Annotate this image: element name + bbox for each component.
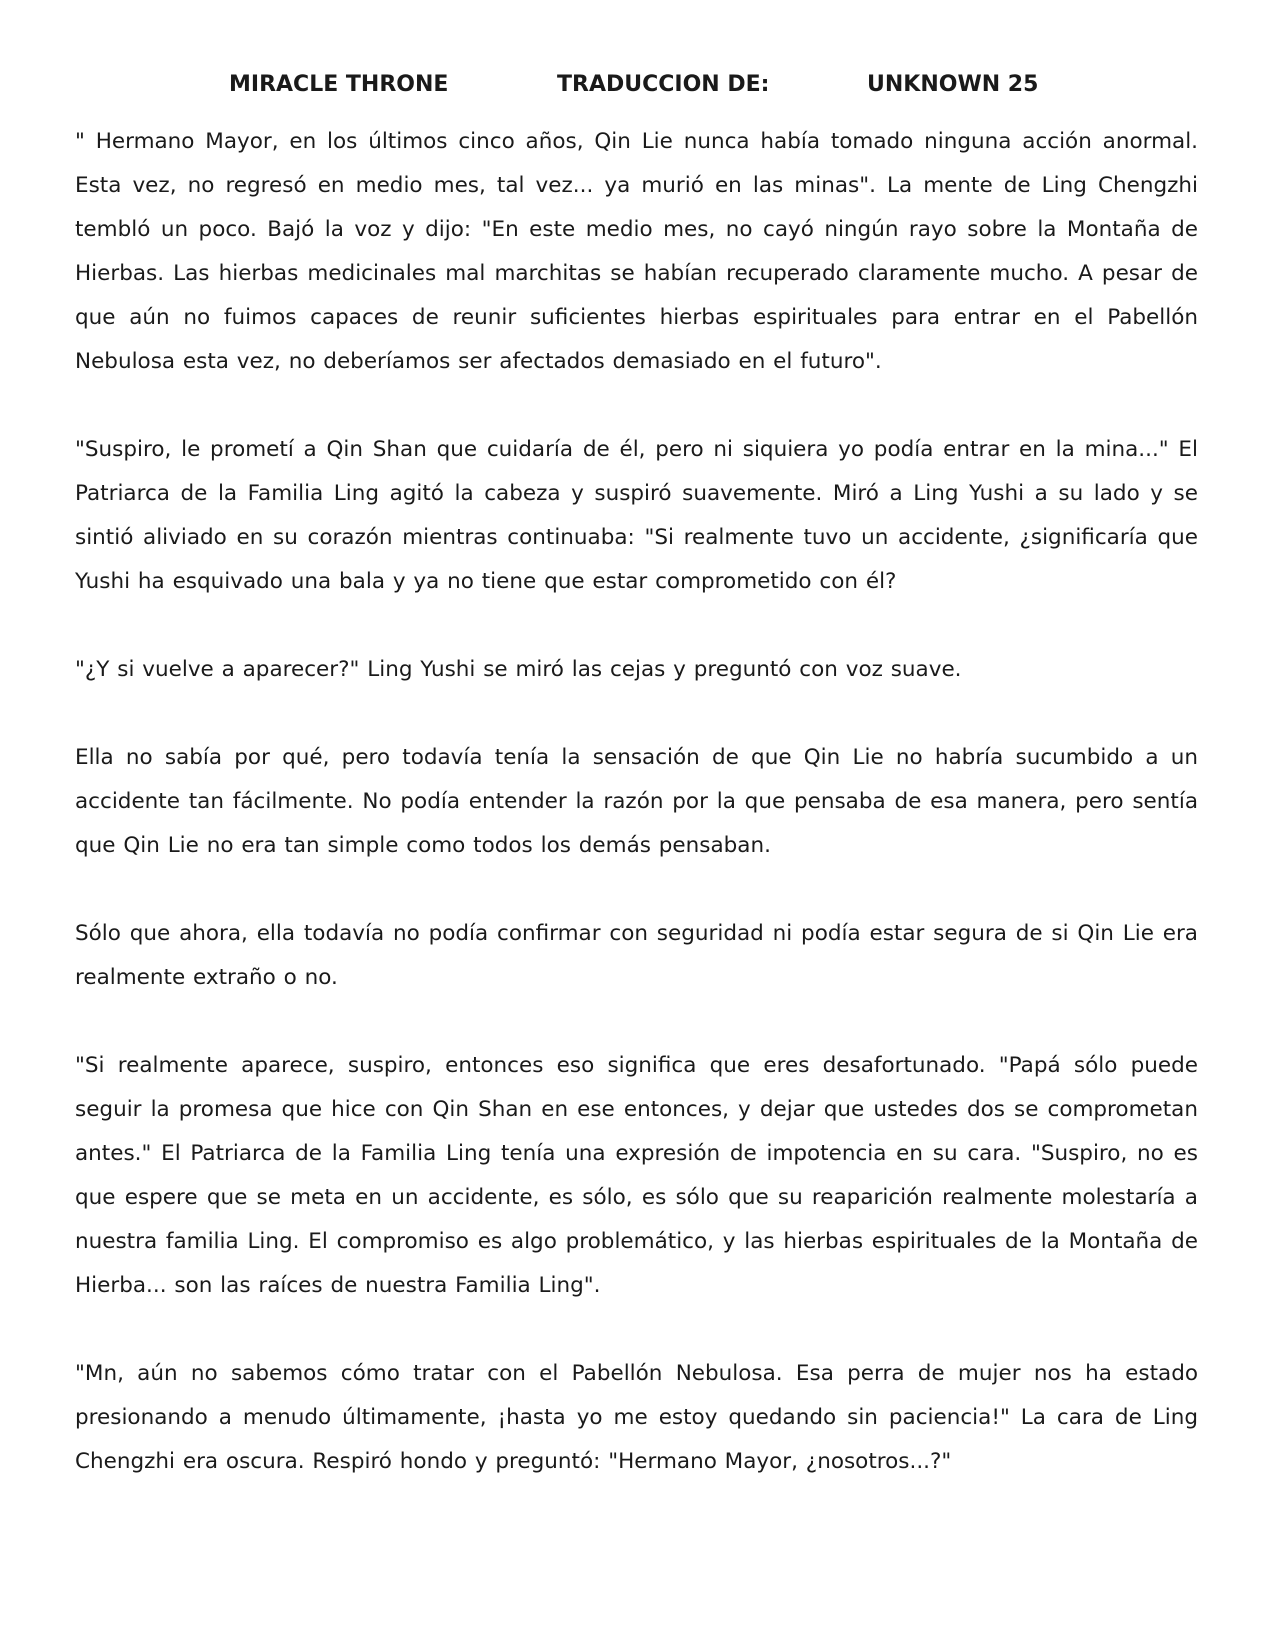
paragraph: Sólo que ahora, ella todavía no podía confirmar con seguridad ni podía estar segura de si Qin Lie era realmente extraño o no. — [75, 921, 1198, 990]
paragraph: " Hermano Mayor, en los últimos cinco años, Qin Lie nunca había tomado ninguna acción anormal. Esta vez, no regresó en medio mes, tal vez... ya murió en las minas". La mente de Ling Chengzhi tembló un poco. Bajó la voz y dijo: "En este medio mes, no cayó ningún rayo sobre la Montaña de Hierbas. Las hierbas medicinales mal marchitas se habían recuperado claramente mucho. A pesar de que aún no fuimos capaces de reunir suficientes hierbas espirituales para entrar en el Pabellón Nebulosa esta vez, no deberíamos ser afectados demasiado en el futuro". — [75, 129, 1198, 374]
paragraph: "Suspiro, le prometí a Qin Shan que cuidaría de él, pero ni siquiera yo podía entrar en la mina..." El Patriarca de la Familia Ling agitó la cabeza y suspiró suavemente. Miró a Ling Yushi a su lado y se sintió aliviado en su corazón mientras continuaba: "Si realmente tuvo un accidente, ¿significaría que Yushi ha esquivado una bala y ya no tiene que estar comprometido con él? — [75, 437, 1198, 594]
document-body — [75, 120, 1198, 1484]
book-title: MIRACLE THRONE — [229, 72, 449, 97]
paragraph: "Si realmente aparece, suspiro, entonces eso significa que eres desafortunado. "Papá sólo puede seguir la promesa que hice con Qin Shan en ese entonces, y dejar que ustedes dos se comprometan antes." El Patriarca de la Familia Ling tenía una expresión de impotencia en su cara. "Suspiro, no es que espere que se meta en un accidente, es sólo, es sólo que su reaparición realmente molestaría a nuestra familia Ling. El compromiso es algo problemático, y las hierbas espirituales de la Montaña de Hierba... son las raíces de nuestra Familia Ling". — [75, 1053, 1198, 1298]
translation-label: TRADUCCION DE: — [557, 72, 770, 97]
paragraph: "¿Y si vuelve a aparecer?" Ling Yushi se miró las cejas y preguntó con voz suave. — [75, 657, 962, 682]
translator-name: UNKNOWN 25 — [867, 72, 1039, 97]
paragraph: Ella no sabía por qué, pero todavía tenía la sensación de que Qin Lie no habría sucumbido a un accidente tan fácilmente. No podía entender la razón por la que pensaba de esa manera, pero sentía que Qin Lie no era tan simple como todos los demás pensaban. — [75, 745, 1198, 858]
paragraph: "Mn, aún no sabemos cómo tratar con el Pabellón Nebulosa. Esa perra de mujer nos ha estado presionando a menudo últimamente, ¡hasta yo me estoy quedando sin paciencia!" La cara de Ling Chengzhi era oscura. Respiró hondo y preguntó: "Hermano Mayor, ¿nosotros...?" — [75, 1361, 1198, 1474]
page-header — [0, 72, 1275, 106]
